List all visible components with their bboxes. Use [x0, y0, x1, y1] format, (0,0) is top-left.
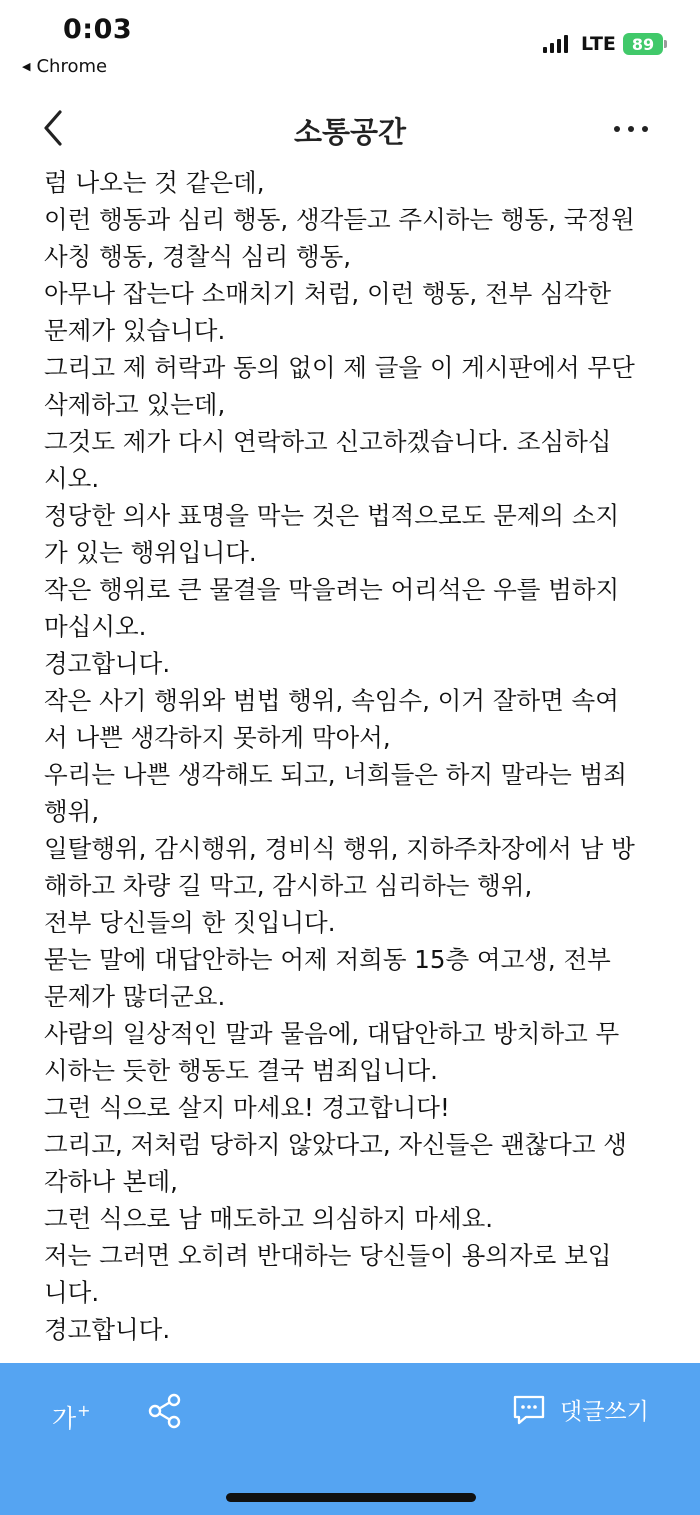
network-type-label: LTE	[581, 33, 616, 55]
post-text-line: 사칭 행동, 경찰식 심리 행동,	[44, 242, 352, 271]
post-text-line: 시하는 듯한 행동도 결국 범죄입니다.	[44, 1056, 438, 1085]
comment-icon	[512, 1394, 546, 1426]
post-text-line: 시오.	[44, 464, 100, 493]
more-options-icon[interactable]	[614, 126, 648, 132]
font-size-button[interactable]	[52, 1399, 91, 1435]
post-text-line: 그런 식으로 남 매도하고 의심하지 마세요.	[44, 1204, 494, 1233]
write-comment-button[interactable]	[512, 1393, 649, 1426]
share-button[interactable]	[148, 1393, 182, 1429]
signal-strength-icon	[543, 35, 568, 53]
post-text-line: 니다.	[44, 1278, 100, 1307]
post-text-line: 묻는 말에 대답안하는 어제 저희동 15층 여고생, 전부	[44, 945, 611, 974]
bottom-toolbar	[0, 1363, 700, 1515]
post-text-line: 해하고 차량 길 막고, 감시하고 심리하는 행위,	[44, 871, 533, 900]
page-title: 소통공간	[293, 115, 407, 149]
post-text-line: 문제가 있습니다.	[44, 316, 226, 345]
post-text-line: 그리고 제 허락과 동의 없이 제 글을 이 게시판에서 무단	[44, 353, 635, 382]
post-text-line: 작은 사기 행위와 범법 행위, 속임수, 이거 잘하면 속여	[44, 686, 619, 715]
battery-nub	[664, 40, 667, 48]
post-text-line: 마십시오.	[44, 612, 147, 641]
battery-icon	[623, 33, 663, 55]
font-size-plus: +	[77, 1401, 91, 1420]
post-text-line: 우리는 나쁜 생각해도 되고, 너희들은 하지 말라는 범죄	[44, 760, 627, 789]
post-text-line: 문제가 많더군요.	[44, 982, 226, 1011]
post-text-line: 작은 행위로 큰 물결을 막을려는 어리석은 우를 범하지	[44, 575, 620, 604]
status-time: 0:03	[63, 14, 133, 45]
back-app-label: Chrome	[36, 56, 108, 77]
post-text-line: 각하나 본데,	[44, 1167, 178, 1196]
post-text-line: 경고합니다.	[44, 649, 171, 678]
nav-bar	[0, 92, 700, 166]
post-text-line: 행위,	[44, 797, 100, 826]
post-text-line: 사람의 일상적인 말과 물음에, 대답안하고 방치하고 무	[44, 1019, 620, 1048]
post-text-line: 전부 당신들의 한 짓입니다.	[44, 908, 336, 937]
post-text-line: 정당한 의사 표명을 막는 것은 법적으로도 문제의 소지	[44, 501, 620, 530]
write-comment-label: 댓글쓰기	[560, 1399, 649, 1425]
post-text-line: 아무나 잡는다 소매치기 처럼, 이런 행동, 전부 심각한	[44, 279, 612, 308]
post-text-line: 삭제하고 있는데,	[44, 390, 226, 419]
post-text-line: 그런 식으로 살지 마세요! 경고합니다!	[44, 1093, 450, 1122]
status-bar	[0, 0, 700, 90]
font-size-label: 가	[52, 1404, 77, 1433]
home-indicator[interactable]	[226, 1493, 476, 1502]
post-text-line: 서 나쁜 생각하지 못하게 막아서,	[44, 723, 391, 752]
post-text-line: 그것도 제가 다시 연락하고 신고하겠습니다. 조심하십	[44, 427, 612, 456]
post-text-line: 럼 나오는 것 같은데,	[44, 168, 265, 197]
share-icon	[148, 1393, 182, 1429]
back-triangle-icon: ◀	[22, 60, 31, 73]
post-body	[44, 164, 684, 1348]
post-text-line: 이런 행동과 심리 행동, 생각듣고 주시하는 행동, 국정원	[44, 205, 635, 234]
post-text-line: 저는 그러면 오히려 반대하는 당신들이 용의자로 보입	[44, 1241, 612, 1270]
back-to-app-button[interactable]	[22, 56, 107, 77]
post-text-line: 경고합니다.	[44, 1315, 171, 1344]
post-text-line: 가 있는 행위입니다.	[44, 538, 257, 567]
post-text-line: 그리고, 저처럼 당하지 않았다고, 자신들은 괜찮다고 생	[44, 1130, 627, 1159]
post-text-line: 일탈행위, 감시행위, 경비식 행위, 지하주차장에서 남 방	[44, 834, 635, 863]
battery-level: 89	[631, 34, 655, 54]
